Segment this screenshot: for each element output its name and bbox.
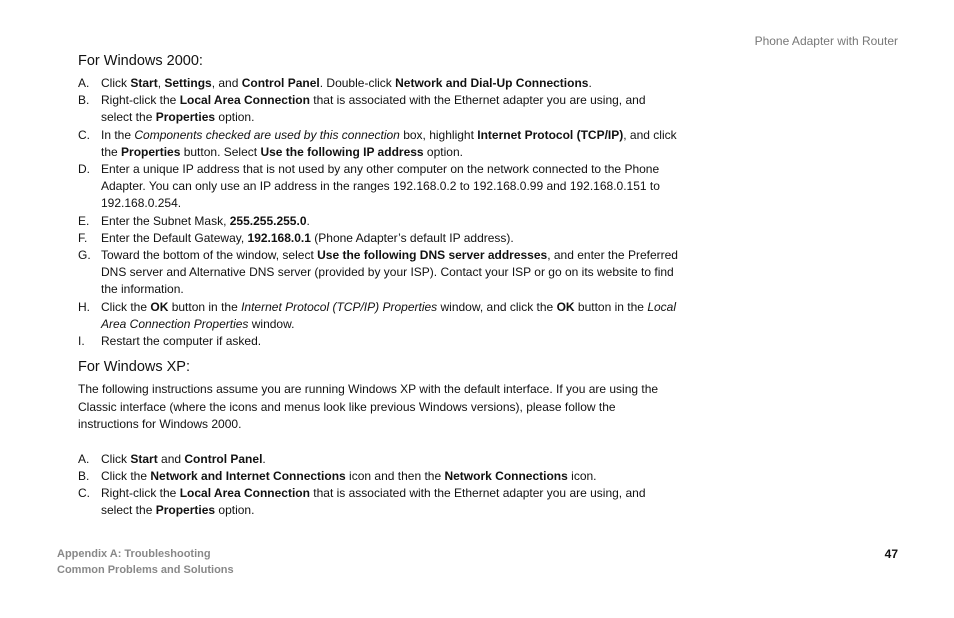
step-marker: H. bbox=[78, 299, 90, 314]
step-text-run: Right-click the bbox=[101, 486, 180, 501]
step-text-bold: 255.255.255.0 bbox=[229, 213, 307, 228]
step-text-run: Enter the Default Gateway, bbox=[101, 230, 248, 245]
step-marker: A. bbox=[78, 451, 90, 466]
step-text-run: , and click the bbox=[101, 127, 677, 159]
step-item bbox=[78, 92, 678, 126]
step-text-run: Click the bbox=[101, 299, 151, 314]
step-text-run: Right-click the bbox=[101, 93, 180, 108]
step-text bbox=[101, 214, 310, 228]
step-text-run: button in the bbox=[574, 299, 648, 314]
step-text-bold: Start bbox=[130, 76, 158, 90]
step-text-bold: Properties bbox=[155, 503, 216, 518]
windows-xp-heading: For Windows XP: bbox=[78, 359, 190, 376]
step-text-run: In the bbox=[101, 127, 135, 142]
step-text-run: Click the bbox=[101, 468, 151, 483]
step-item bbox=[78, 299, 678, 333]
step-text-run: option. bbox=[215, 110, 255, 125]
footer-subsection: Common Problems and Solutions bbox=[57, 564, 234, 576]
step-text bbox=[101, 469, 597, 483]
step-text-run: Click bbox=[101, 76, 131, 90]
step-text-bold: Properties bbox=[121, 144, 181, 159]
step-item bbox=[78, 230, 678, 247]
step-item bbox=[78, 485, 678, 519]
step-marker: B. bbox=[78, 468, 90, 483]
step-text-bold: Start bbox=[130, 451, 158, 466]
step-text-run: , and bbox=[211, 76, 242, 90]
step-text-run: that is associated with the Ethernet adapter you are using, and select the bbox=[101, 486, 646, 518]
step-text-italic: Internet Protocol (TCP/IP) Properties bbox=[241, 299, 438, 314]
step-text bbox=[101, 300, 676, 331]
windows-2000-heading: For Windows 2000: bbox=[78, 53, 203, 69]
page-number: 47 bbox=[884, 547, 898, 561]
step-text-italic: Local Area Connection Properties bbox=[101, 299, 676, 331]
step-text-run: icon and then the bbox=[345, 468, 445, 483]
step-text-run: window, and click the bbox=[437, 299, 557, 314]
step-text-run: . Double-click bbox=[319, 76, 396, 90]
step-text-bold: Internet Protocol (TCP/IP) bbox=[477, 127, 624, 142]
step-text-bold: Network Connections bbox=[444, 468, 568, 483]
step-text-run: box, highlight bbox=[399, 127, 478, 142]
step-marker: E. bbox=[78, 213, 90, 228]
step-text-run: window. bbox=[248, 316, 295, 331]
step-text-run: (Phone Adapter’s default IP address). bbox=[310, 230, 514, 245]
step-text-run: option. bbox=[423, 144, 463, 159]
footer-section bbox=[57, 546, 234, 578]
step-marker: B. bbox=[78, 93, 90, 108]
step-text-run: Restart the computer if asked. bbox=[101, 334, 262, 349]
step-text bbox=[101, 128, 677, 159]
step-text-bold: Use the following IP address bbox=[260, 144, 424, 159]
step-marker: A. bbox=[78, 76, 90, 90]
step-text-run: Click bbox=[101, 451, 131, 466]
step-text bbox=[101, 162, 660, 210]
windows-xp-steps bbox=[78, 451, 678, 520]
step-text-bold: Use the following DNS server addresses bbox=[317, 248, 548, 263]
step-text-run: button in the bbox=[168, 299, 242, 314]
step-item bbox=[78, 451, 678, 468]
step-text-bold: Local Area Connection bbox=[179, 486, 310, 501]
step-text-bold: Control Panel bbox=[184, 451, 263, 466]
step-text-run: Toward the bottom of the window, select bbox=[101, 248, 318, 263]
step-item bbox=[78, 333, 678, 350]
step-text-run: , and enter the Preferred DNS server and Alternative DNS server (provided by your ISP). Contact your ISP or go on its website to find the information. bbox=[101, 248, 678, 297]
step-text-run: . bbox=[588, 76, 592, 90]
step-marker: G. bbox=[78, 248, 91, 263]
step-marker: D. bbox=[78, 162, 90, 177]
step-text bbox=[101, 248, 678, 296]
step-text-bold: Network and Internet Connections bbox=[150, 468, 346, 483]
step-text-run: icon. bbox=[567, 468, 597, 483]
running-header: Phone Adapter with Router bbox=[754, 34, 898, 48]
step-text bbox=[101, 486, 646, 517]
step-text-run: Enter the Subnet Mask, bbox=[101, 213, 230, 228]
step-marker: F. bbox=[78, 230, 88, 245]
step-item bbox=[78, 161, 678, 213]
step-text bbox=[101, 334, 261, 348]
step-text-bold: Local Area Connection bbox=[179, 93, 310, 108]
step-text-bold: OK bbox=[556, 299, 575, 314]
step-marker: I. bbox=[78, 334, 85, 349]
step-text bbox=[101, 231, 514, 245]
step-text-run: option. bbox=[215, 503, 255, 518]
step-text-run: button. Select bbox=[180, 144, 261, 159]
step-item bbox=[78, 247, 678, 299]
step-item bbox=[78, 75, 678, 92]
step-text-bold: Settings bbox=[164, 76, 212, 90]
step-text-bold: Properties bbox=[155, 110, 216, 125]
step-text-bold: Network and Dial-Up Connections bbox=[395, 76, 589, 90]
footer-appendix: Appendix A: Troubleshooting bbox=[57, 548, 211, 560]
step-text-run: . bbox=[306, 213, 310, 228]
step-text-run: Enter a unique IP address that is not used by any other computer on the network connected to the Phone Adapter. You can only use an IP address in the ranges 192.168.0.2 to 192.168.0.99 and 192.168.0.151 to 192.168.0.254. bbox=[101, 162, 660, 211]
step-text-bold: Control Panel bbox=[241, 76, 320, 90]
step-text bbox=[101, 452, 266, 466]
step-marker: C. bbox=[78, 486, 90, 501]
step-text-run: , bbox=[157, 76, 165, 90]
step-text-bold: OK bbox=[150, 299, 169, 314]
windows-2000-steps bbox=[78, 75, 678, 350]
step-item bbox=[78, 213, 678, 230]
step-text bbox=[101, 76, 592, 90]
step-text bbox=[101, 93, 646, 124]
step-item bbox=[78, 468, 678, 485]
step-item bbox=[78, 127, 678, 161]
step-text-bold: 192.168.0.1 bbox=[247, 230, 311, 245]
step-marker: C. bbox=[78, 127, 90, 142]
windows-xp-intro: The following instructions assume you are running Windows XP with the default interface. If you are using the Classic interface (where the icons and menus look like previous Windows versions), please follow the instructions for Windows 2000. bbox=[78, 382, 659, 432]
step-text-run: that is associated with the Ethernet adapter you are using, and select the bbox=[101, 93, 646, 125]
step-text-run: . bbox=[262, 451, 266, 466]
step-text-italic: Components checked are used by this connection bbox=[134, 127, 400, 142]
step-text-run: and bbox=[157, 451, 185, 466]
main-content bbox=[78, 52, 678, 520]
